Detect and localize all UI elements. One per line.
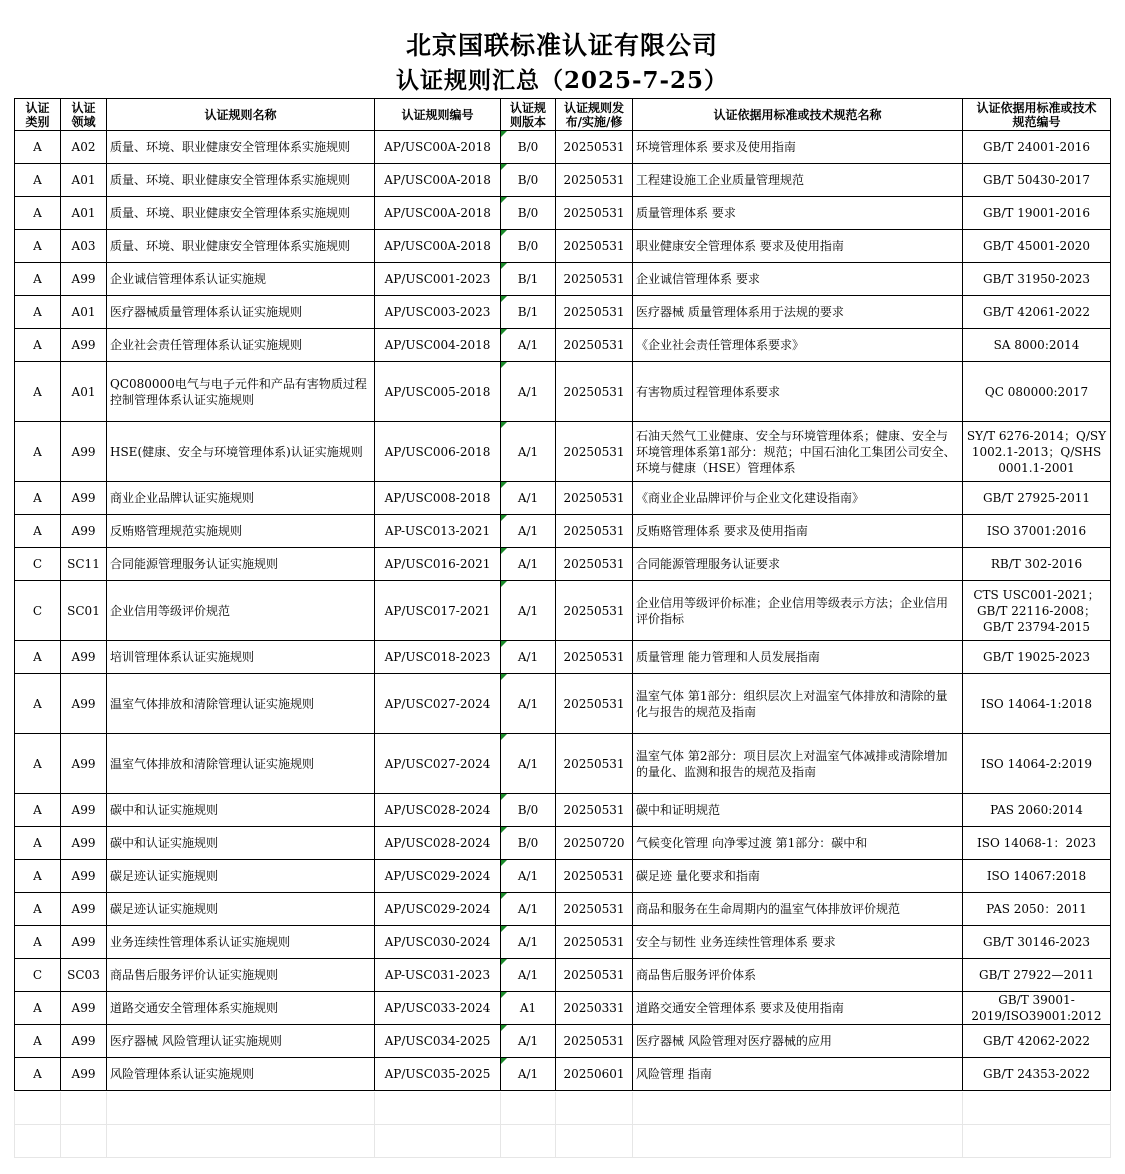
rules-table: [14, 98, 1111, 1091]
standard-name-cell[interactable]: 《企业社会责任管理体系要求》: [633, 329, 963, 362]
rule-code-cell[interactable]: AP/USC017-2021: [375, 581, 501, 641]
cert-field-cell[interactable]: SC01: [61, 581, 107, 641]
rule-date-cell[interactable]: 20250531: [556, 548, 633, 581]
cert-field-cell[interactable]: A99: [61, 515, 107, 548]
cert-field-cell[interactable]: A99: [61, 992, 107, 1025]
rule-name-cell[interactable]: 质量、环境、职业健康安全管理体系实施规则: [107, 131, 375, 164]
rule-name-cell[interactable]: 反贿赂管理规范实施规则: [107, 515, 375, 548]
cert-field-cell[interactable]: A99: [61, 860, 107, 893]
cert-field-cell[interactable]: A99: [61, 1025, 107, 1058]
cert-type-cell[interactable]: A: [15, 641, 61, 674]
table-row: [15, 515, 1111, 548]
cert-type-cell[interactable]: A: [15, 230, 61, 263]
rule-date-cell[interactable]: 20250531: [556, 794, 633, 827]
standard-name-cell[interactable]: 质量管理 能力管理和人员发展指南: [633, 641, 963, 674]
rule-name-cell[interactable]: 质量、环境、职业健康安全管理体系实施规则: [107, 230, 375, 263]
standard-name-cell[interactable]: 环境管理体系 要求及使用指南: [633, 131, 963, 164]
cert-type-cell[interactable]: A: [15, 827, 61, 860]
cert-type-cell[interactable]: A: [15, 674, 61, 734]
cert-field-cell[interactable]: A99: [61, 329, 107, 362]
cert-type-cell[interactable]: C: [15, 959, 61, 992]
header-rule-date: 认证规则发 布/实施/修: [556, 99, 633, 131]
standard-code-cell[interactable]: PAS 2060:2014: [963, 794, 1111, 827]
table-row: [15, 548, 1111, 581]
rule-version-cell[interactable]: A/1: [501, 860, 556, 893]
rule-name-cell[interactable]: 商业企业品牌认证实施规则: [107, 482, 375, 515]
table-row: [15, 581, 1111, 641]
standard-name-cell[interactable]: 温室气体 第2部分：项目层次上对温室气体减排或清除增加的量化、监测和报告的规范及指南: [633, 734, 963, 794]
rule-name-cell[interactable]: 企业信用等级评价规范: [107, 581, 375, 641]
rule-name-cell[interactable]: 企业社会责任管理体系认证实施规则: [107, 329, 375, 362]
rule-name-cell[interactable]: 温室气体排放和清除管理认证实施规则: [107, 674, 375, 734]
rule-name-cell[interactable]: 碳足迹认证实施规则: [107, 860, 375, 893]
cert-type-cell[interactable]: A: [15, 422, 61, 482]
rule-date-cell[interactable]: 20250531: [556, 926, 633, 959]
table-row: [15, 362, 1111, 422]
cert-field-cell[interactable]: A99: [61, 1058, 107, 1091]
table-row: [15, 794, 1111, 827]
standard-code-cell[interactable]: GB/T 24353-2022: [963, 1058, 1111, 1091]
rule-date-cell[interactable]: 20250531: [556, 1025, 633, 1058]
rule-version-cell[interactable]: B/0: [501, 794, 556, 827]
table-row: [15, 422, 1111, 482]
rule-date-cell[interactable]: 20250531: [556, 296, 633, 329]
cert-type-cell[interactable]: A: [15, 1025, 61, 1058]
rule-version-cell[interactable]: A/1: [501, 515, 556, 548]
standard-code-cell[interactable]: SA 8000:2014: [963, 329, 1111, 362]
rule-version-cell[interactable]: A/1: [501, 482, 556, 515]
rule-name-cell[interactable]: 企业诚信管理体系认证实施规: [107, 263, 375, 296]
cert-field-cell[interactable]: A99: [61, 794, 107, 827]
rule-code-cell[interactable]: AP/USC006-2018: [375, 422, 501, 482]
cert-field-cell[interactable]: A01: [61, 296, 107, 329]
standard-name-cell[interactable]: 碳足迹 量化要求和指南: [633, 860, 963, 893]
summary-subtitle: 认证规则汇总（2025-7-25）: [395, 67, 729, 94]
cert-field-cell[interactable]: A01: [61, 164, 107, 197]
header-standard-code: 认证依据用标准或技术 规范编号: [963, 99, 1111, 131]
standard-name-cell[interactable]: 商品和服务在生命周期内的温室气体排放评价规范: [633, 893, 963, 926]
standard-name-cell[interactable]: 反贿赂管理体系 要求及使用指南: [633, 515, 963, 548]
rule-date-cell[interactable]: 20250331: [556, 992, 633, 1025]
standard-code-cell[interactable]: RB/T 302-2016: [963, 548, 1111, 581]
empty-row: [15, 1092, 1111, 1125]
rule-date-cell[interactable]: 20250531: [556, 362, 633, 422]
standard-name-cell[interactable]: 安全与韧性 业务连续性管理体系 要求: [633, 926, 963, 959]
standard-code-cell[interactable]: GB/T 39001-2019/ISO39001:2012: [963, 992, 1111, 1025]
standard-name-cell[interactable]: 气候变化管理 向净零过渡 第1部分：碳中和: [633, 827, 963, 860]
table-row: [15, 674, 1111, 734]
rule-version-cell[interactable]: A/1: [501, 422, 556, 482]
cert-type-cell[interactable]: A: [15, 1058, 61, 1091]
rule-code-cell[interactable]: AP/USC005-2018: [375, 362, 501, 422]
table-row: [15, 641, 1111, 674]
rule-code-cell[interactable]: AP/USC018-2023: [375, 641, 501, 674]
rule-name-cell[interactable]: 碳中和认证实施规则: [107, 794, 375, 827]
standard-code-cell[interactable]: GB/T 19025-2023: [963, 641, 1111, 674]
cert-field-cell[interactable]: A99: [61, 674, 107, 734]
table-row: [15, 926, 1111, 959]
header-rule-version: 认证规 则版本: [501, 99, 556, 131]
rule-version-cell[interactable]: A/1: [501, 959, 556, 992]
rule-name-cell[interactable]: 业务连续性管理体系认证实施规则: [107, 926, 375, 959]
standard-code-cell[interactable]: GB/T 27922—2011: [963, 959, 1111, 992]
table-body: [15, 131, 1111, 1091]
standard-name-cell[interactable]: 碳中和证明规范: [633, 794, 963, 827]
rule-date-cell[interactable]: 20250531: [556, 959, 633, 992]
rule-name-cell[interactable]: 碳中和认证实施规则: [107, 827, 375, 860]
cert-type-cell[interactable]: A: [15, 515, 61, 548]
rule-date-cell[interactable]: 20250531: [556, 581, 633, 641]
rule-version-cell[interactable]: A/1: [501, 1025, 556, 1058]
empty-grid-rows: [14, 1092, 1111, 1158]
rule-code-cell[interactable]: AP-USC031-2023: [375, 959, 501, 992]
title-block: [14, 14, 1110, 98]
table-row: [15, 164, 1111, 197]
cert-type-cell[interactable]: A: [15, 296, 61, 329]
rule-version-cell[interactable]: A/1: [501, 734, 556, 794]
rule-version-cell[interactable]: A/1: [501, 362, 556, 422]
standard-code-cell[interactable]: ISO 37001:2016: [963, 515, 1111, 548]
standard-code-cell[interactable]: GB/T 27925-2011: [963, 482, 1111, 515]
rule-version-cell[interactable]: B/1: [501, 296, 556, 329]
rule-version-cell[interactable]: B/0: [501, 827, 556, 860]
table-row: [15, 1058, 1111, 1091]
cert-field-cell[interactable]: A99: [61, 926, 107, 959]
standard-name-cell[interactable]: 《商业企业品牌评价与企业文化建设指南》: [633, 482, 963, 515]
rule-version-cell[interactable]: B/0: [501, 164, 556, 197]
cert-field-cell[interactable]: A01: [61, 197, 107, 230]
standard-code-cell[interactable]: ISO 14064-1:2018: [963, 674, 1111, 734]
rule-version-cell[interactable]: A/1: [501, 641, 556, 674]
cert-field-cell[interactable]: A99: [61, 893, 107, 926]
rule-version-cell[interactable]: A/1: [501, 1058, 556, 1091]
cert-field-cell[interactable]: SC03: [61, 959, 107, 992]
rule-date-cell[interactable]: 20250531: [556, 482, 633, 515]
standard-code-cell[interactable]: QC 080000:2017: [963, 362, 1111, 422]
rule-date-cell[interactable]: 20250531: [556, 131, 633, 164]
rule-name-cell[interactable]: 风险管理体系认证实施规则: [107, 1058, 375, 1091]
table-row: [15, 992, 1111, 1025]
rule-code-cell[interactable]: AP/USC034-2025: [375, 1025, 501, 1058]
rule-code-cell[interactable]: AP-USC013-2021: [375, 515, 501, 548]
rule-date-cell[interactable]: 20250531: [556, 164, 633, 197]
rule-name-cell[interactable]: HSE(健康、安全与环境管理体系)认证实施规则: [107, 422, 375, 482]
rule-code-cell[interactable]: AP/USC00A-2018: [375, 197, 501, 230]
table-row: [15, 1025, 1111, 1058]
cert-field-cell[interactable]: SC11: [61, 548, 107, 581]
standard-code-cell[interactable]: PAS 2050：2011: [963, 893, 1111, 926]
standard-name-cell[interactable]: 企业诚信管理体系 要求: [633, 263, 963, 296]
table-row: [15, 893, 1111, 926]
table-row: [15, 197, 1111, 230]
table-row: [15, 263, 1111, 296]
standard-name-cell[interactable]: 有害物质过程管理体系要求: [633, 362, 963, 422]
rule-version-cell[interactable]: A/1: [501, 329, 556, 362]
table-row: [15, 860, 1111, 893]
table-row: [15, 131, 1111, 164]
cert-type-cell[interactable]: A: [15, 860, 61, 893]
standard-code-cell[interactable]: GB/T 31950-2023: [963, 263, 1111, 296]
rule-date-cell[interactable]: 20250531: [556, 263, 633, 296]
rule-code-cell[interactable]: AP/USC008-2018: [375, 482, 501, 515]
standard-name-cell[interactable]: 企业信用等级评价标准；企业信用等级表示方法；企业信用评价指标: [633, 581, 963, 641]
header-cert-type: 认证 类别: [15, 99, 61, 131]
rule-code-cell[interactable]: AP/USC004-2018: [375, 329, 501, 362]
empty-row: [15, 1125, 1111, 1158]
rule-version-cell[interactable]: A/1: [501, 674, 556, 734]
rule-date-cell[interactable]: 20250531: [556, 674, 633, 734]
standard-name-cell[interactable]: 工程建设施工企业质量管理规范: [633, 164, 963, 197]
standard-code-cell[interactable]: ISO 14068-1：2023: [963, 827, 1111, 860]
standard-name-cell[interactable]: 医疗器械 质量管理体系用于法规的要求: [633, 296, 963, 329]
cert-field-cell[interactable]: A03: [61, 230, 107, 263]
rule-code-cell[interactable]: AP/USC027-2024: [375, 734, 501, 794]
standard-name-cell[interactable]: 石油天然气工业健康、安全与环境管理体系；健康、安全与环境管理体系第1部分：规范；中国石油化工集团公司安全、环境与健康（HSE）管理体系: [633, 422, 963, 482]
cert-type-cell[interactable]: A: [15, 734, 61, 794]
standard-name-cell[interactable]: 商品售后服务评价体系: [633, 959, 963, 992]
rule-version-cell[interactable]: B/1: [501, 263, 556, 296]
table-row: [15, 734, 1111, 794]
cert-type-cell[interactable]: A: [15, 197, 61, 230]
rule-name-cell[interactable]: 医疗器械 风险管理认证实施规则: [107, 1025, 375, 1058]
table-row: [15, 296, 1111, 329]
rule-code-cell[interactable]: AP/USC001-2023: [375, 263, 501, 296]
cert-type-cell[interactable]: A: [15, 329, 61, 362]
rule-name-cell[interactable]: 培训管理体系认证实施规则: [107, 641, 375, 674]
rule-version-cell[interactable]: A/1: [501, 926, 556, 959]
table-row: [15, 959, 1111, 992]
cert-type-cell[interactable]: A: [15, 992, 61, 1025]
rule-code-cell[interactable]: AP/USC016-2021: [375, 548, 501, 581]
rule-code-cell[interactable]: AP/USC030-2024: [375, 926, 501, 959]
rule-version-cell[interactable]: A/1: [501, 893, 556, 926]
standard-code-cell[interactable]: ISO 14064-2:2019: [963, 734, 1111, 794]
cert-field-cell[interactable]: A99: [61, 827, 107, 860]
standard-name-cell[interactable]: 温室气体 第1部分：组织层次上对温室气体排放和清除的量化与报告的规范及指南: [633, 674, 963, 734]
header-rule-code: 认证规则编号: [375, 99, 501, 131]
standard-code-cell[interactable]: GB/T 45001-2020: [963, 230, 1111, 263]
standard-code-cell[interactable]: SY/T 6276-2014；Q/SY 1002.1-2013；Q/SHS 0001.1-2001: [963, 422, 1111, 482]
cert-type-cell[interactable]: A: [15, 263, 61, 296]
rule-date-cell[interactable]: 20250531: [556, 860, 633, 893]
cert-type-cell[interactable]: A: [15, 893, 61, 926]
spreadsheet-sheet: [14, 14, 1110, 1164]
rule-code-cell[interactable]: AP/USC035-2025: [375, 1058, 501, 1091]
rule-version-cell[interactable]: B/0: [501, 197, 556, 230]
rule-name-cell[interactable]: 碳足迹认证实施规则: [107, 893, 375, 926]
standard-code-cell[interactable]: GB/T 24001-2016: [963, 131, 1111, 164]
cert-field-cell[interactable]: A01: [61, 362, 107, 422]
rule-code-cell[interactable]: AP/USC028-2024: [375, 794, 501, 827]
standard-code-cell[interactable]: GB/T 42061-2022: [963, 296, 1111, 329]
cert-type-cell[interactable]: A: [15, 794, 61, 827]
rule-date-cell[interactable]: 20250601: [556, 1058, 633, 1091]
cert-field-cell[interactable]: A99: [61, 641, 107, 674]
company-title: 北京国联标准认证有限公司: [405, 31, 718, 60]
cert-field-cell[interactable]: A99: [61, 482, 107, 515]
standard-name-cell[interactable]: 职业健康安全管理体系 要求及使用指南: [633, 230, 963, 263]
rule-name-cell[interactable]: 医疗器械质量管理体系认证实施规则: [107, 296, 375, 329]
rule-name-cell[interactable]: 质量、环境、职业健康安全管理体系实施规则: [107, 164, 375, 197]
table-row: [15, 329, 1111, 362]
rule-version-cell[interactable]: B/0: [501, 131, 556, 164]
rule-date-cell[interactable]: 20250531: [556, 734, 633, 794]
rule-code-cell[interactable]: AP/USC029-2024: [375, 860, 501, 893]
rule-code-cell[interactable]: AP/USC00A-2018: [375, 131, 501, 164]
standard-name-cell[interactable]: 医疗器械 风险管理对医疗器械的应用: [633, 1025, 963, 1058]
rule-date-cell[interactable]: 20250531: [556, 515, 633, 548]
rule-name-cell[interactable]: 温室气体排放和清除管理认证实施规则: [107, 734, 375, 794]
rule-date-cell[interactable]: 20250531: [556, 329, 633, 362]
rule-date-cell[interactable]: 20250720: [556, 827, 633, 860]
rule-name-cell[interactable]: 合同能源管理服务认证实施规则: [107, 548, 375, 581]
cert-type-cell[interactable]: A: [15, 131, 61, 164]
rule-date-cell[interactable]: 20250531: [556, 641, 633, 674]
cert-type-cell[interactable]: A: [15, 164, 61, 197]
rule-name-cell[interactable]: 商品售后服务评价认证实施规则: [107, 959, 375, 992]
rule-code-cell[interactable]: AP/USC003-2023: [375, 296, 501, 329]
cert-type-cell[interactable]: A: [15, 482, 61, 515]
rule-version-cell[interactable]: A1: [501, 992, 556, 1025]
table-row: [15, 482, 1111, 515]
rule-name-cell[interactable]: QC080000电气与电子元件和产品有害物质过程控制管理体系认证实施规则: [107, 362, 375, 422]
rule-date-cell[interactable]: 20250531: [556, 422, 633, 482]
rule-date-cell[interactable]: 20250531: [556, 230, 633, 263]
standard-name-cell[interactable]: 合同能源管理服务认证要求: [633, 548, 963, 581]
cert-field-cell[interactable]: A99: [61, 263, 107, 296]
table-row: [15, 827, 1111, 860]
header-row: [15, 99, 1111, 131]
standard-name-cell[interactable]: 风险管理 指南: [633, 1058, 963, 1091]
rule-version-cell[interactable]: A/1: [501, 548, 556, 581]
standard-code-cell[interactable]: GB/T 50430-2017: [963, 164, 1111, 197]
cert-field-cell[interactable]: A02: [61, 131, 107, 164]
header-cert-field: 认证 领域: [61, 99, 107, 131]
standard-code-cell[interactable]: GB/T 42062-2022: [963, 1025, 1111, 1058]
rule-version-cell[interactable]: B/0: [501, 230, 556, 263]
rule-code-cell[interactable]: AP/USC027-2024: [375, 674, 501, 734]
header-standard-name: 认证依据用标准或技术规范名称: [633, 99, 963, 131]
standard-name-cell[interactable]: 质量管理体系 要求: [633, 197, 963, 230]
standard-code-cell[interactable]: ISO 14067:2018: [963, 860, 1111, 893]
rule-version-cell[interactable]: A/1: [501, 581, 556, 641]
cert-field-cell[interactable]: A99: [61, 734, 107, 794]
cert-field-cell[interactable]: A99: [61, 422, 107, 482]
rule-name-cell[interactable]: 道路交通安全管理体系实施规则: [107, 992, 375, 1025]
table-row: [15, 230, 1111, 263]
cert-type-cell[interactable]: A: [15, 926, 61, 959]
rule-code-cell[interactable]: AP/USC00A-2018: [375, 164, 501, 197]
standard-code-cell[interactable]: CTS USC001-2021；GB/T 22116-2008；GB/T 23794-2015: [963, 581, 1111, 641]
rule-date-cell[interactable]: 20250531: [556, 893, 633, 926]
standard-name-cell[interactable]: 道路交通安全管理体系 要求及使用指南: [633, 992, 963, 1025]
rule-name-cell[interactable]: 质量、环境、职业健康安全管理体系实施规则: [107, 197, 375, 230]
cert-type-cell[interactable]: C: [15, 581, 61, 641]
rule-date-cell[interactable]: 20250531: [556, 197, 633, 230]
cert-type-cell[interactable]: A: [15, 362, 61, 422]
cert-type-cell[interactable]: C: [15, 548, 61, 581]
standard-code-cell[interactable]: GB/T 30146-2023: [963, 926, 1111, 959]
standard-code-cell[interactable]: GB/T 19001-2016: [963, 197, 1111, 230]
rule-code-cell[interactable]: AP/USC029-2024: [375, 893, 501, 926]
rule-code-cell[interactable]: AP/USC028-2024: [375, 827, 501, 860]
rule-code-cell[interactable]: AP/USC033-2024: [375, 992, 501, 1025]
rule-code-cell[interactable]: AP/USC00A-2018: [375, 230, 501, 263]
header-rule-name: 认证规则名称: [107, 99, 375, 131]
